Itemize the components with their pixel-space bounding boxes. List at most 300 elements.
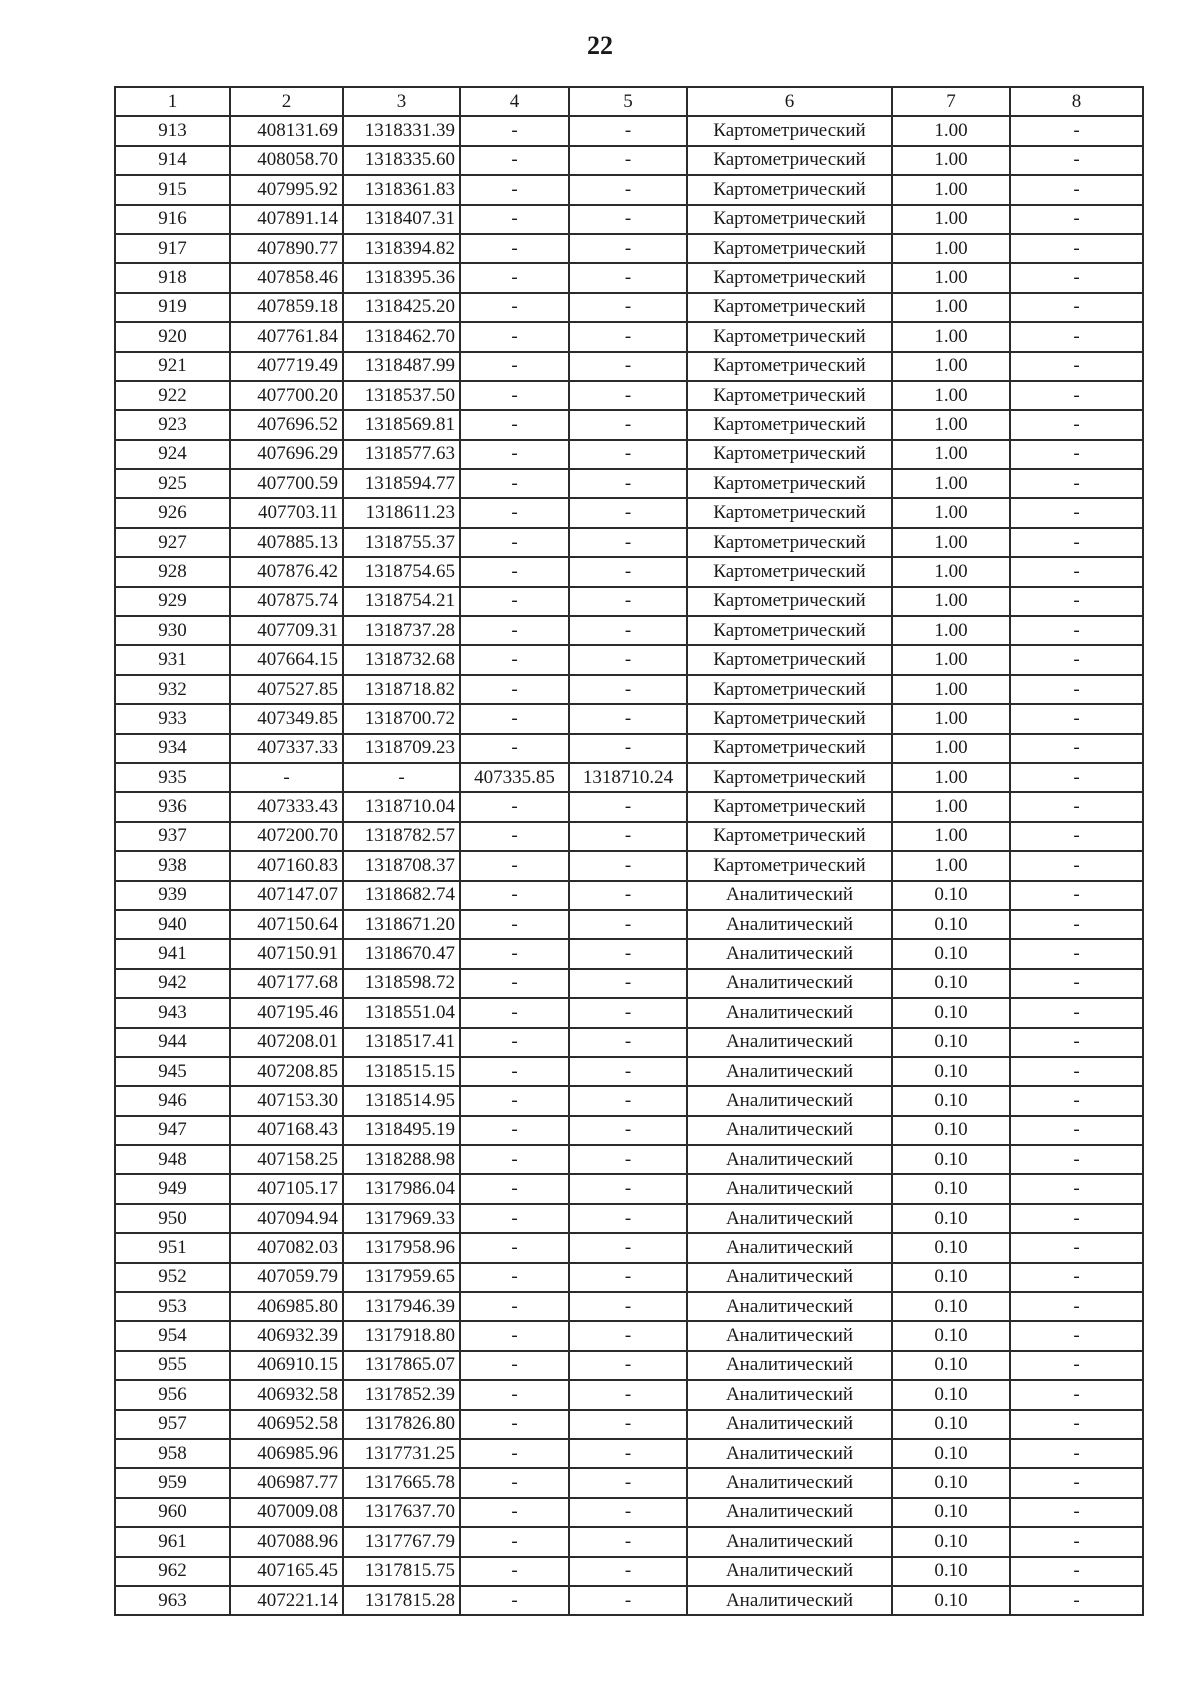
point-number-cell: 933	[115, 704, 230, 733]
y-coordinate-cell: 1318462.70	[343, 322, 460, 351]
accuracy-cell: 1.00	[892, 205, 1010, 234]
accuracy-cell: 0.10	[892, 1468, 1010, 1497]
y-alt-coordinate-cell: -	[569, 1233, 687, 1262]
notes-cell: -	[1010, 1263, 1143, 1292]
y-coordinate-cell: 1318515.15	[343, 1057, 460, 1086]
accuracy-cell: 0.10	[892, 1527, 1010, 1556]
method-cell: Картометрический	[687, 528, 892, 557]
x-coordinate-cell: 407160.83	[230, 851, 343, 880]
y-alt-coordinate-cell: -	[569, 969, 687, 998]
point-number-cell: 930	[115, 616, 230, 645]
table-row	[115, 939, 1143, 968]
column-header: 4	[460, 87, 569, 116]
point-number-cell: 952	[115, 1263, 230, 1292]
x-coordinate-cell: 407527.85	[230, 675, 343, 704]
method-cell: Картометрический	[687, 498, 892, 527]
y-coordinate-cell: 1317958.96	[343, 1233, 460, 1262]
notes-cell: -	[1010, 1292, 1143, 1321]
table-row	[115, 734, 1143, 763]
x-alt-coordinate-cell: -	[460, 1439, 569, 1468]
table-row	[115, 851, 1143, 880]
x-alt-coordinate-cell: 407335.85	[460, 763, 569, 792]
point-number-cell: 924	[115, 440, 230, 469]
x-coordinate-cell: 407059.79	[230, 1263, 343, 1292]
method-cell: Картометрический	[687, 704, 892, 733]
table-row	[115, 352, 1143, 381]
x-alt-coordinate-cell: -	[460, 910, 569, 939]
y-coordinate-cell: 1317959.65	[343, 1263, 460, 1292]
y-alt-coordinate-cell: -	[569, 1468, 687, 1497]
x-coordinate-cell: 406987.77	[230, 1468, 343, 1497]
y-alt-coordinate-cell: -	[569, 1263, 687, 1292]
table-row	[115, 1498, 1143, 1527]
point-number-cell: 948	[115, 1145, 230, 1174]
notes-cell: -	[1010, 1321, 1143, 1350]
accuracy-cell: 0.10	[892, 1586, 1010, 1615]
table-row	[115, 293, 1143, 322]
notes-cell: -	[1010, 352, 1143, 381]
x-coordinate-cell: 407337.33	[230, 734, 343, 763]
y-coordinate-cell: 1318487.99	[343, 352, 460, 381]
table-row	[115, 557, 1143, 586]
x-alt-coordinate-cell: -	[460, 498, 569, 527]
y-coordinate-cell: 1317767.79	[343, 1527, 460, 1556]
method-cell: Картометрический	[687, 175, 892, 204]
point-number-cell: 956	[115, 1380, 230, 1409]
method-cell: Аналитический	[687, 1321, 892, 1350]
table-row	[115, 322, 1143, 351]
method-cell: Аналитический	[687, 1292, 892, 1321]
x-coordinate-cell: 408058.70	[230, 146, 343, 175]
x-alt-coordinate-cell: -	[460, 234, 569, 263]
table-row	[115, 1174, 1143, 1203]
method-cell: Картометрический	[687, 234, 892, 263]
x-alt-coordinate-cell: -	[460, 1292, 569, 1321]
y-alt-coordinate-cell: -	[569, 205, 687, 234]
point-number-cell: 922	[115, 381, 230, 410]
accuracy-cell: 1.00	[892, 293, 1010, 322]
accuracy-cell: 1.00	[892, 528, 1010, 557]
x-coordinate-cell: 407890.77	[230, 234, 343, 263]
accuracy-cell: 0.10	[892, 1145, 1010, 1174]
point-number-cell: 940	[115, 910, 230, 939]
x-alt-coordinate-cell: -	[460, 1263, 569, 1292]
y-coordinate-cell: 1318551.04	[343, 998, 460, 1027]
table-row	[115, 792, 1143, 821]
x-alt-coordinate-cell: -	[460, 792, 569, 821]
accuracy-cell: 0.10	[892, 1263, 1010, 1292]
y-coordinate-cell: 1318577.63	[343, 440, 460, 469]
point-number-cell: 954	[115, 1321, 230, 1350]
x-alt-coordinate-cell: -	[460, 322, 569, 351]
point-number-cell: 942	[115, 969, 230, 998]
table-row	[115, 1380, 1143, 1409]
y-alt-coordinate-cell: -	[569, 1174, 687, 1203]
x-coordinate-cell: 407105.17	[230, 1174, 343, 1203]
x-alt-coordinate-cell: -	[460, 704, 569, 733]
x-alt-coordinate-cell: -	[460, 116, 569, 145]
point-number-cell: 918	[115, 263, 230, 292]
x-alt-coordinate-cell: -	[460, 410, 569, 439]
accuracy-cell: 0.10	[892, 998, 1010, 1027]
point-number-cell: 939	[115, 881, 230, 910]
x-alt-coordinate-cell: -	[460, 1174, 569, 1203]
x-coordinate-cell: 407208.01	[230, 1028, 343, 1057]
y-alt-coordinate-cell: -	[569, 1410, 687, 1439]
accuracy-cell: 1.00	[892, 116, 1010, 145]
table-row	[115, 1116, 1143, 1145]
x-alt-coordinate-cell: -	[460, 1233, 569, 1262]
notes-cell: -	[1010, 1174, 1143, 1203]
method-cell: Картометрический	[687, 734, 892, 763]
y-alt-coordinate-cell: -	[569, 381, 687, 410]
column-header: 7	[892, 87, 1010, 116]
y-coordinate-cell: 1318361.83	[343, 175, 460, 204]
accuracy-cell: 1.00	[892, 616, 1010, 645]
accuracy-cell: 1.00	[892, 440, 1010, 469]
x-alt-coordinate-cell: -	[460, 528, 569, 557]
x-alt-coordinate-cell: -	[460, 1468, 569, 1497]
notes-cell: -	[1010, 1145, 1143, 1174]
y-coordinate-cell: 1317815.28	[343, 1586, 460, 1615]
x-alt-coordinate-cell: -	[460, 557, 569, 586]
table-row	[115, 1263, 1143, 1292]
table-row	[115, 763, 1143, 792]
point-number-cell: 960	[115, 1498, 230, 1527]
x-coordinate-cell: 407150.64	[230, 910, 343, 939]
notes-cell: -	[1010, 528, 1143, 557]
accuracy-cell: 1.00	[892, 851, 1010, 880]
point-number-cell: 937	[115, 822, 230, 851]
x-alt-coordinate-cell: -	[460, 1410, 569, 1439]
point-number-cell: 946	[115, 1086, 230, 1115]
x-alt-coordinate-cell: -	[460, 1557, 569, 1586]
notes-cell: -	[1010, 1527, 1143, 1556]
y-coordinate-cell: 1318395.36	[343, 263, 460, 292]
y-coordinate-cell: 1318407.31	[343, 205, 460, 234]
x-coordinate-cell: 407700.20	[230, 381, 343, 410]
method-cell: Картометрический	[687, 381, 892, 410]
x-alt-coordinate-cell: -	[460, 352, 569, 381]
y-coordinate-cell: 1317826.80	[343, 1410, 460, 1439]
accuracy-cell: 1.00	[892, 381, 1010, 410]
y-alt-coordinate-cell: -	[569, 1527, 687, 1556]
table-row	[115, 1028, 1143, 1057]
accuracy-cell: 1.00	[892, 410, 1010, 439]
table-row	[115, 881, 1143, 910]
method-cell: Картометрический	[687, 205, 892, 234]
x-coordinate-cell: 407009.08	[230, 1498, 343, 1527]
y-alt-coordinate-cell: 1318710.24	[569, 763, 687, 792]
accuracy-cell: 0.10	[892, 1174, 1010, 1203]
method-cell: Аналитический	[687, 910, 892, 939]
page-number: 22	[587, 31, 613, 60]
y-coordinate-cell: 1318514.95	[343, 1086, 460, 1115]
column-header: 8	[1010, 87, 1143, 116]
y-coordinate-cell: 1317852.39	[343, 1380, 460, 1409]
method-cell: Картометрический	[687, 469, 892, 498]
table-row	[115, 1410, 1143, 1439]
point-number-cell: 959	[115, 1468, 230, 1497]
table-row	[115, 1586, 1143, 1615]
point-number-cell: 935	[115, 763, 230, 792]
column-header: 5	[569, 87, 687, 116]
accuracy-cell: 0.10	[892, 1057, 1010, 1086]
table-row	[115, 1439, 1143, 1468]
table-row	[115, 704, 1143, 733]
y-alt-coordinate-cell: -	[569, 1086, 687, 1115]
point-number-cell: 915	[115, 175, 230, 204]
point-number-cell: 913	[115, 116, 230, 145]
method-cell: Аналитический	[687, 939, 892, 968]
column-header: 2	[230, 87, 343, 116]
x-alt-coordinate-cell: -	[460, 440, 569, 469]
y-alt-coordinate-cell: -	[569, 1028, 687, 1057]
table-row	[115, 1468, 1143, 1497]
notes-cell: -	[1010, 851, 1143, 880]
x-coordinate-cell: 407761.84	[230, 322, 343, 351]
point-number-cell: 947	[115, 1116, 230, 1145]
y-coordinate-cell: -	[343, 763, 460, 792]
point-number-cell: 949	[115, 1174, 230, 1203]
table-row	[115, 1204, 1143, 1233]
table-row	[115, 205, 1143, 234]
notes-cell: -	[1010, 763, 1143, 792]
y-alt-coordinate-cell: -	[569, 704, 687, 733]
point-number-cell: 962	[115, 1557, 230, 1586]
accuracy-cell: 1.00	[892, 645, 1010, 674]
accuracy-cell: 0.10	[892, 1292, 1010, 1321]
x-alt-coordinate-cell: -	[460, 1086, 569, 1115]
x-coordinate-cell: 407875.74	[230, 587, 343, 616]
column-header: 1	[115, 87, 230, 116]
x-coordinate-cell: 407088.96	[230, 1527, 343, 1556]
point-number-cell: 951	[115, 1233, 230, 1262]
x-coordinate-cell: 407859.18	[230, 293, 343, 322]
table-header-row	[115, 87, 1143, 116]
y-coordinate-cell: 1317969.33	[343, 1204, 460, 1233]
y-alt-coordinate-cell: -	[569, 998, 687, 1027]
method-cell: Картометрический	[687, 851, 892, 880]
method-cell: Аналитический	[687, 1028, 892, 1057]
method-cell: Картометрический	[687, 352, 892, 381]
accuracy-cell: 0.10	[892, 910, 1010, 939]
point-number-cell: 916	[115, 205, 230, 234]
x-coordinate-cell: 407082.03	[230, 1233, 343, 1262]
y-alt-coordinate-cell: -	[569, 1557, 687, 1586]
y-coordinate-cell: 1318670.47	[343, 939, 460, 968]
x-coordinate-cell: 407200.70	[230, 822, 343, 851]
y-coordinate-cell: 1317865.07	[343, 1351, 460, 1380]
notes-cell: -	[1010, 675, 1143, 704]
notes-cell: -	[1010, 1116, 1143, 1145]
x-coordinate-cell: 407195.46	[230, 998, 343, 1027]
notes-cell: -	[1010, 645, 1143, 674]
y-coordinate-cell: 1318754.21	[343, 587, 460, 616]
x-coordinate-cell: 406932.58	[230, 1380, 343, 1409]
notes-cell: -	[1010, 939, 1143, 968]
y-alt-coordinate-cell: -	[569, 175, 687, 204]
table-row	[115, 998, 1143, 1027]
point-number-cell: 963	[115, 1586, 230, 1615]
notes-cell: -	[1010, 1498, 1143, 1527]
y-coordinate-cell: 1317946.39	[343, 1292, 460, 1321]
y-coordinate-cell: 1318732.68	[343, 645, 460, 674]
accuracy-cell: 0.10	[892, 1439, 1010, 1468]
y-coordinate-cell: 1318709.23	[343, 734, 460, 763]
y-alt-coordinate-cell: -	[569, 675, 687, 704]
x-alt-coordinate-cell: -	[460, 263, 569, 292]
accuracy-cell: 0.10	[892, 1028, 1010, 1057]
x-coordinate-cell: 406985.96	[230, 1439, 343, 1468]
table-row	[115, 498, 1143, 527]
point-number-cell: 957	[115, 1410, 230, 1439]
point-number-cell: 936	[115, 792, 230, 821]
x-alt-coordinate-cell: -	[460, 1321, 569, 1350]
x-alt-coordinate-cell: -	[460, 1145, 569, 1174]
accuracy-cell: 0.10	[892, 1410, 1010, 1439]
x-alt-coordinate-cell: -	[460, 1028, 569, 1057]
y-alt-coordinate-cell: -	[569, 146, 687, 175]
x-coordinate-cell: 406985.80	[230, 1292, 343, 1321]
notes-cell: -	[1010, 205, 1143, 234]
accuracy-cell: 1.00	[892, 557, 1010, 586]
method-cell: Аналитический	[687, 1057, 892, 1086]
y-coordinate-cell: 1318569.81	[343, 410, 460, 439]
table-row	[115, 410, 1143, 439]
method-cell: Аналитический	[687, 1439, 892, 1468]
y-coordinate-cell: 1317815.75	[343, 1557, 460, 1586]
x-coordinate-cell: 406910.15	[230, 1351, 343, 1380]
y-alt-coordinate-cell: -	[569, 1204, 687, 1233]
x-coordinate-cell: 407158.25	[230, 1145, 343, 1174]
notes-cell: -	[1010, 1557, 1143, 1586]
method-cell: Аналитический	[687, 1468, 892, 1497]
y-coordinate-cell: 1318737.28	[343, 616, 460, 645]
y-alt-coordinate-cell: -	[569, 557, 687, 586]
method-cell: Аналитический	[687, 1086, 892, 1115]
accuracy-cell: 1.00	[892, 675, 1010, 704]
x-coordinate-cell: 407664.15	[230, 645, 343, 674]
method-cell: Картометрический	[687, 822, 892, 851]
accuracy-cell: 0.10	[892, 1498, 1010, 1527]
x-coordinate-cell: 407719.49	[230, 352, 343, 381]
table-row	[115, 1145, 1143, 1174]
table-row	[115, 822, 1143, 851]
x-coordinate-cell: 407177.68	[230, 969, 343, 998]
notes-cell: -	[1010, 734, 1143, 763]
y-alt-coordinate-cell: -	[569, 734, 687, 763]
notes-cell: -	[1010, 704, 1143, 733]
accuracy-cell: 1.00	[892, 792, 1010, 821]
x-coordinate-cell: 407995.92	[230, 175, 343, 204]
y-alt-coordinate-cell: -	[569, 616, 687, 645]
notes-cell: -	[1010, 969, 1143, 998]
y-alt-coordinate-cell: -	[569, 528, 687, 557]
method-cell: Картометрический	[687, 322, 892, 351]
notes-cell: -	[1010, 1204, 1143, 1233]
y-alt-coordinate-cell: -	[569, 1145, 687, 1174]
x-alt-coordinate-cell: -	[460, 734, 569, 763]
method-cell: Аналитический	[687, 1263, 892, 1292]
accuracy-cell: 0.10	[892, 1204, 1010, 1233]
point-number-cell: 955	[115, 1351, 230, 1380]
y-alt-coordinate-cell: -	[569, 822, 687, 851]
method-cell: Аналитический	[687, 1116, 892, 1145]
x-coordinate-cell: 407703.11	[230, 498, 343, 527]
notes-cell: -	[1010, 881, 1143, 910]
y-coordinate-cell: 1318288.98	[343, 1145, 460, 1174]
x-coordinate-cell: 407349.85	[230, 704, 343, 733]
table-row	[115, 645, 1143, 674]
point-number-cell: 917	[115, 234, 230, 263]
x-alt-coordinate-cell: -	[460, 293, 569, 322]
y-alt-coordinate-cell: -	[569, 1351, 687, 1380]
notes-cell: -	[1010, 557, 1143, 586]
column-header: 3	[343, 87, 460, 116]
accuracy-cell: 0.10	[892, 1086, 1010, 1115]
table-row	[115, 1233, 1143, 1262]
y-alt-coordinate-cell: -	[569, 234, 687, 263]
x-coordinate-cell: 407891.14	[230, 205, 343, 234]
method-cell: Картометрический	[687, 675, 892, 704]
point-number-cell: 914	[115, 146, 230, 175]
x-alt-coordinate-cell: -	[460, 881, 569, 910]
point-number-cell: 950	[115, 1204, 230, 1233]
method-cell: Аналитический	[687, 1204, 892, 1233]
notes-cell: -	[1010, 146, 1143, 175]
y-alt-coordinate-cell: -	[569, 498, 687, 527]
y-alt-coordinate-cell: -	[569, 645, 687, 674]
y-alt-coordinate-cell: -	[569, 352, 687, 381]
point-number-cell: 961	[115, 1527, 230, 1556]
method-cell: Картометрический	[687, 763, 892, 792]
accuracy-cell: 0.10	[892, 939, 1010, 968]
notes-cell: -	[1010, 234, 1143, 263]
y-coordinate-cell: 1318335.60	[343, 146, 460, 175]
x-alt-coordinate-cell: -	[460, 1380, 569, 1409]
table-row	[115, 116, 1143, 145]
accuracy-cell: 1.00	[892, 322, 1010, 351]
notes-cell: -	[1010, 1410, 1143, 1439]
y-coordinate-cell: 1318708.37	[343, 851, 460, 880]
y-coordinate-cell: 1317637.70	[343, 1498, 460, 1527]
point-number-cell: 920	[115, 322, 230, 351]
table-row	[115, 1057, 1143, 1086]
y-coordinate-cell: 1318495.19	[343, 1116, 460, 1145]
x-coordinate-cell: 407700.59	[230, 469, 343, 498]
x-alt-coordinate-cell: -	[460, 146, 569, 175]
y-alt-coordinate-cell: -	[569, 116, 687, 145]
column-header: 6	[687, 87, 892, 116]
x-coordinate-cell: 407165.45	[230, 1557, 343, 1586]
method-cell: Аналитический	[687, 1351, 892, 1380]
table-row	[115, 1557, 1143, 1586]
x-alt-coordinate-cell: -	[460, 1527, 569, 1556]
method-cell: Картометрический	[687, 440, 892, 469]
x-coordinate-cell: 407858.46	[230, 263, 343, 292]
method-cell: Картометрический	[687, 116, 892, 145]
y-alt-coordinate-cell: -	[569, 1498, 687, 1527]
notes-cell: -	[1010, 498, 1143, 527]
point-number-cell: 921	[115, 352, 230, 381]
notes-cell: -	[1010, 1086, 1143, 1115]
point-number-cell: 953	[115, 1292, 230, 1321]
y-alt-coordinate-cell: -	[569, 851, 687, 880]
method-cell: Картометрический	[687, 146, 892, 175]
y-coordinate-cell: 1318517.41	[343, 1028, 460, 1057]
notes-cell: -	[1010, 792, 1143, 821]
